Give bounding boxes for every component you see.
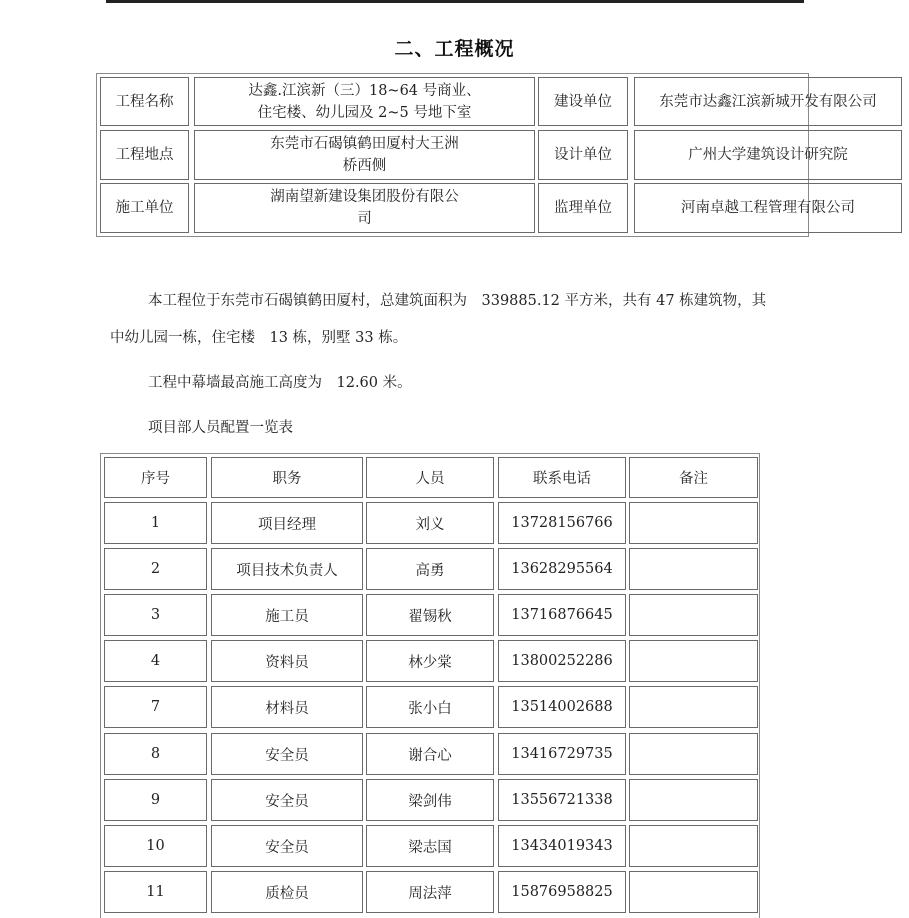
remarks-cell	[629, 640, 758, 682]
serial-cell: 2	[104, 548, 207, 590]
name-cell: 林少棠	[366, 640, 494, 682]
overview-label-cell: 设计单位	[538, 130, 628, 180]
header-phone-cell: 联系电话	[498, 457, 626, 498]
position-cell: 项目技术负责人	[211, 548, 363, 590]
name-cell: 高勇	[366, 548, 494, 590]
phone-cell: 13800252286	[498, 640, 626, 682]
project-description-line-2: 中幼儿园一栋，住宅楼 13 栋，别墅 33 栋。	[110, 330, 408, 346]
name-cell: 周法萍	[366, 871, 494, 913]
serial-cell: 10	[104, 825, 207, 867]
overview-value-cell: 东莞市石碣镇鹤田厦村大王洲 桥西侧	[194, 130, 535, 180]
overview-value-cell: 东莞市达鑫江滨新城开发有限公司	[634, 77, 902, 126]
name-cell: 刘义	[366, 502, 494, 544]
remarks-cell	[629, 548, 758, 590]
header-name-cell: 人员	[366, 457, 494, 498]
phone-cell: 13556721338	[498, 779, 626, 821]
overview-label-cell: 施工单位	[100, 183, 189, 233]
serial-cell: 4	[104, 640, 207, 682]
phone-cell: 15876958825	[498, 871, 626, 913]
name-cell: 谢合心	[366, 733, 494, 775]
phone-cell: 13434019343	[498, 825, 626, 867]
position-cell: 资料员	[211, 640, 363, 682]
section-title: 二、工程概况	[394, 38, 515, 60]
name-cell: 翟锡秋	[366, 594, 494, 636]
position-cell: 安全员	[211, 779, 363, 821]
curtain-wall-height-text: 工程中幕墙最高施工高度为 12.60 米。	[148, 375, 412, 391]
name-cell: 梁剑伟	[366, 779, 494, 821]
serial-cell: 3	[104, 594, 207, 636]
header-position-cell: 职务	[211, 457, 363, 498]
staff-table-caption: 项目部人员配置一览表	[148, 420, 293, 436]
remarks-cell	[629, 733, 758, 775]
phone-cell: 13728156766	[498, 502, 626, 544]
position-cell: 施工员	[211, 594, 363, 636]
remarks-cell	[629, 871, 758, 913]
staff-table	[100, 453, 760, 918]
phone-cell: 13716876645	[498, 594, 626, 636]
overview-label-cell: 工程地点	[100, 130, 189, 180]
remarks-cell	[629, 825, 758, 867]
overview-label-cell: 监理单位	[538, 183, 628, 233]
remarks-cell	[629, 686, 758, 728]
remarks-cell	[629, 594, 758, 636]
name-cell: 梁志国	[366, 825, 494, 867]
position-cell: 安全员	[211, 825, 363, 867]
position-cell: 质检员	[211, 871, 363, 913]
project-description-line-1: 本工程位于东莞市石碣镇鹤田厦村，总建筑面积为 339885.12 平方米，共有 47 栋建筑物，其	[148, 293, 767, 309]
overview-value-cell: 河南卓越工程管理有限公司	[634, 183, 902, 233]
phone-cell: 13628295564	[498, 548, 626, 590]
remarks-cell	[629, 779, 758, 821]
remarks-cell	[629, 502, 758, 544]
position-cell: 项目经理	[211, 502, 363, 544]
header-serial-cell: 序号	[104, 457, 207, 498]
position-cell: 安全员	[211, 733, 363, 775]
position-cell: 材料员	[211, 686, 363, 728]
overview-label-cell: 工程名称	[100, 77, 189, 126]
project-overview-table	[96, 73, 877, 237]
phone-cell: 13514002688	[498, 686, 626, 728]
name-cell: 张小白	[366, 686, 494, 728]
overview-label-cell: 建设单位	[538, 77, 628, 126]
header-remarks-cell: 备注	[629, 457, 758, 498]
top-rule	[106, 0, 804, 3]
serial-cell: 7	[104, 686, 207, 728]
overview-value-cell: 达鑫.江滨新（三）18~64 号商业、 住宅楼、幼儿园及 2~5 号地下室	[194, 77, 535, 126]
phone-cell: 13416729735	[498, 733, 626, 775]
serial-cell: 8	[104, 733, 207, 775]
serial-cell: 11	[104, 871, 207, 913]
overview-value-cell: 广州大学建筑设计研究院	[634, 130, 902, 180]
serial-cell: 1	[104, 502, 207, 544]
serial-cell: 9	[104, 779, 207, 821]
overview-value-cell: 湖南望新建设集团股份有限公 司	[194, 183, 535, 233]
